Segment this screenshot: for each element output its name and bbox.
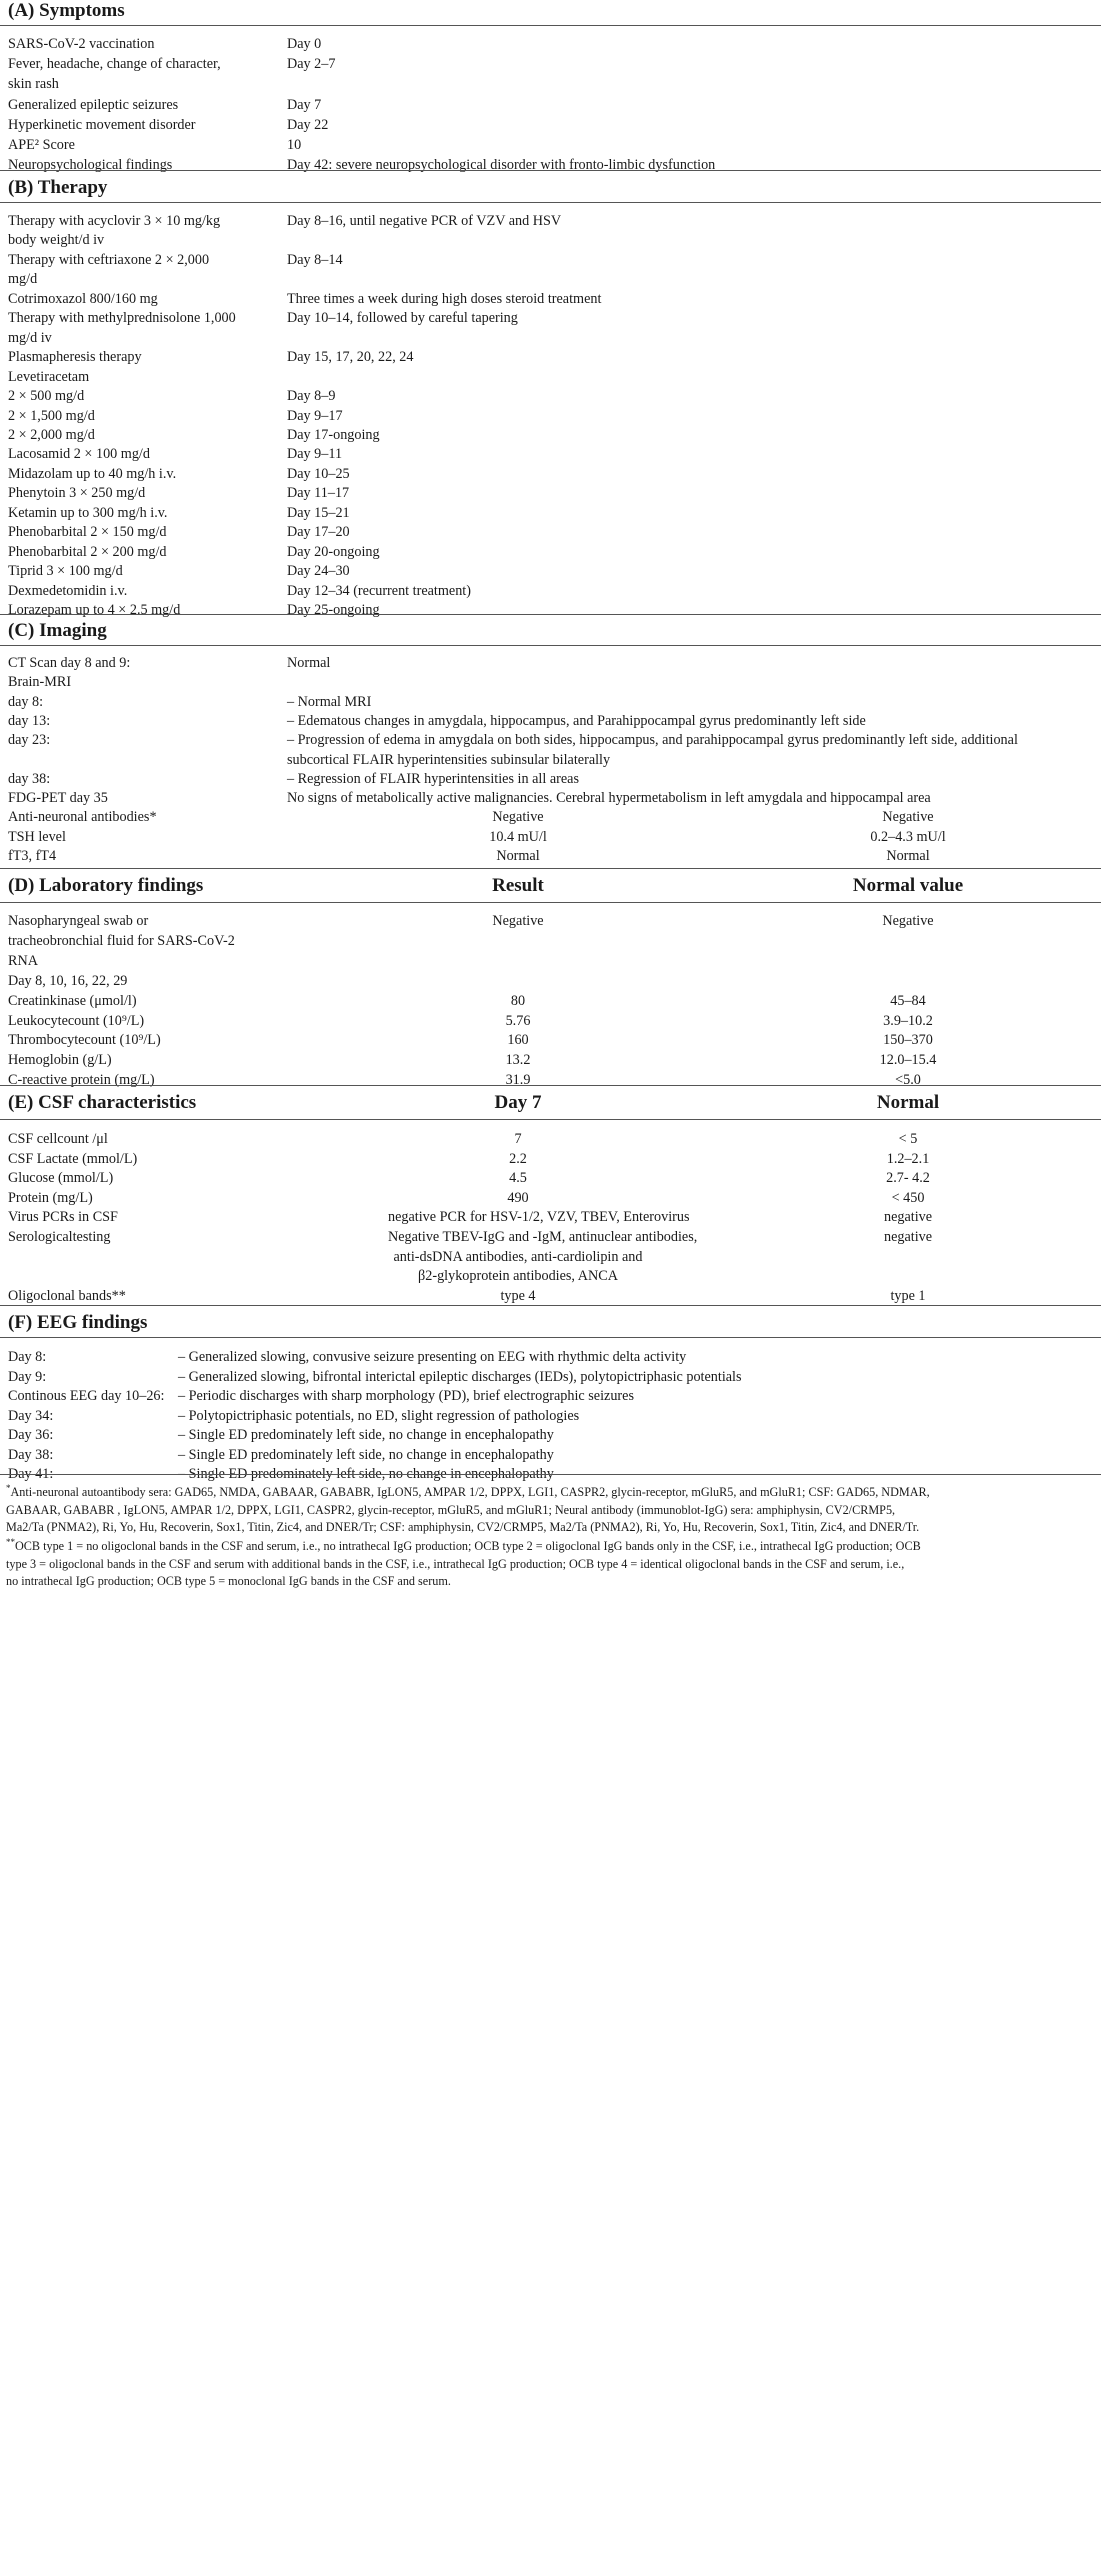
row-value: Day 17–20 [287, 524, 350, 541]
row-value: anti-dsDNA antibodies, anti-cardiolipin and [393, 1248, 643, 1265]
column-header-normal: Normal [876, 1092, 940, 1113]
row-value: – Normal MRI [287, 693, 372, 710]
row-label: Protein (mg/L) [8, 1189, 93, 1206]
row-value: Negative [492, 809, 544, 825]
table-row [8, 843, 1101, 869]
row-normal-value: Negative [882, 913, 934, 929]
row-label: Nasopharyngeal swab or [8, 913, 149, 929]
row-value: – Single ED predominately left side, no change in encephalopathy [178, 1446, 554, 1463]
row-label: Day 41: [8, 1466, 54, 1483]
row-label: Generalized epileptic seizures [8, 96, 179, 113]
row-normal-value: 1.2–2.1 [886, 1150, 930, 1167]
row-label: Continous EEG day 10–26: [8, 1388, 165, 1405]
row-label: Hyperkinetic movement disorder [8, 116, 196, 133]
row-normal-value: type 1 [890, 1287, 926, 1304]
column-header-result: Result [492, 875, 544, 896]
row-label: Thrombocytecount (10⁹/L) [8, 1032, 161, 1049]
row-normal-value: 150–370 [883, 1032, 933, 1049]
row-normal-value: 3.9–10.2 [883, 1012, 933, 1029]
row-label: Day 9: [8, 1368, 47, 1385]
row-value: Day 7 [287, 96, 322, 113]
row-value: 4.5 [509, 1170, 527, 1187]
row-value: Day 15, 17, 20, 22, 24 [287, 349, 414, 366]
row-value: Day 15–21 [287, 504, 350, 521]
row-label: Anti-neuronal antibodies* [8, 809, 157, 825]
row-normal-value: negative [883, 1209, 933, 1226]
row-label: tracheobronchial fluid for SARS-CoV-2 [8, 932, 235, 949]
footnote-line: type 3 = oligoclonal bands in the CSF and serum with additional bands in the CSF, i.e., intrathecal IgG production; OCB type 4 = identical oligoclonal bands in the CSF and serum, i.e., [6, 1556, 905, 1571]
row-label: Tiprid 3 × 100 mg/d [8, 563, 123, 580]
row-value: 2.2 [509, 1150, 527, 1167]
row-value: Day 8–14 [287, 251, 343, 268]
row-label: 2 × 1,500 mg/d [8, 407, 95, 424]
section-title-csf: (E) CSF characteristics [8, 1092, 197, 1113]
row-label: day 13: [8, 712, 51, 729]
row-label: day 8: [8, 693, 44, 710]
row-label: Day 8: [8, 1349, 47, 1365]
row-label: 2 × 500 mg/d [8, 388, 85, 405]
footnote-ocb [6, 1538, 1092, 1591]
row-normal-value: Normal [886, 848, 930, 865]
row-value: Day 9–11 [287, 446, 343, 463]
row-value: 160 [507, 1032, 529, 1049]
row-value: Day 8–16, until negative PCR of VZV and HSV [287, 213, 562, 229]
row-label: Phenobarbital 2 × 150 mg/d [8, 524, 167, 541]
row-value: Day 25-ongoing [287, 602, 380, 618]
row-normal-value: Negative [882, 809, 934, 825]
row-label: Levetiracetam [8, 368, 90, 385]
row-normal-value: <5.0 [895, 1072, 921, 1089]
row-label: Serologicaltesting [8, 1229, 111, 1245]
row-value: – Polytopictriphasic potentials, no ED, slight regression of pathologies [178, 1407, 580, 1424]
row-label: Day 8, 10, 16, 22, 29 [8, 972, 128, 989]
row-value: 80 [510, 992, 526, 1009]
row-label: CSF Lactate (mmol/L) [8, 1150, 138, 1167]
row-label: Dexmedetomidin i.v. [8, 582, 128, 599]
row-label: Therapy with acyclovir 3 × 10 mg/kg [8, 213, 221, 229]
footnote-line: Anti-neuronal autoantibody sera: GAD65, NMDA, GABAAR, GABABR, IgLON5, AMPAR 1/2, DPPX, LGI1, CASPR2, glycin-receptor, mGluR5, and mGluR1; CSF: GAD65, NDMAR, [10, 1485, 930, 1499]
divider [0, 1337, 1101, 1338]
row-value: 5.76 [505, 1012, 531, 1029]
row-value: Day 20-ongoing [287, 543, 380, 560]
row-value: – Single ED predominately left side, no change in encephalopathy [178, 1427, 554, 1444]
row-label: FDG-PET day 35 [8, 790, 108, 807]
row-label: mg/d iv [8, 329, 52, 346]
row-value: 31.9 [505, 1072, 531, 1089]
row-label: Phenytoin 3 × 250 mg/d [8, 485, 146, 502]
row-label: Creatinkinase (μmol/l) [8, 992, 137, 1009]
footnote-mark: * [6, 1482, 11, 1493]
row-label: Leukocytecount (10⁹/L) [8, 1012, 145, 1029]
divider [0, 614, 1101, 615]
divider [0, 1474, 1101, 1475]
row-value: – Edematous changes in amygdala, hippocampus, and Parahippocampal gyrus predominantly left side [287, 712, 866, 729]
divider [0, 902, 1101, 903]
row-label: TSH level [8, 828, 66, 845]
row-label: Therapy with ceftriaxone 2 × 2,000 [8, 251, 210, 268]
row-value: – Regression of FLAIR hyperintensities in all areas [287, 770, 579, 787]
row-label: Neuropsychological findings [8, 157, 173, 174]
row-value: Day 42: severe neuropsychological disorder with fronto-limbic dysfunction [287, 157, 716, 174]
divider [0, 1305, 1101, 1306]
row-value: Normal [287, 655, 331, 671]
table-row [8, 597, 1101, 623]
row-label: C-reactive protein (mg/L) [8, 1072, 155, 1089]
row-label: CT Scan day 8 and 9: [8, 655, 131, 671]
row-value: Day 9–17 [287, 407, 343, 424]
row-value: 10 [287, 137, 302, 153]
section-title-eeg: (F) EEG findings [8, 1312, 148, 1333]
row-value: – Periodic discharges with sharp morphology (PD), brief electrographic seizures [178, 1388, 634, 1405]
section-title-symptoms: (A) Symptoms [8, 0, 125, 21]
row-label: Glucose (mmol/L) [8, 1170, 114, 1187]
row-label: Hemoglobin (g/L) [8, 1052, 112, 1069]
row-label: day 23: [8, 732, 51, 749]
footnote-line: GABAAR, GABABR , IgLON5, AMPAR 1/2, DPPX, LGI1, CASPR2, glycin-receptor, mGluR5, and mGluR1; Neural antibody (immunoblot-IgG) sera: amphiphysin, CV2/CRMP5, [6, 1502, 896, 1517]
row-normal-value: < 450 [891, 1189, 925, 1206]
row-label: Brain-MRI [8, 674, 72, 691]
row-value: subcortical FLAIR hyperintensities subinsular bilaterally [287, 751, 611, 768]
row-value: Day 12–34 (recurrent treatment) [287, 582, 471, 599]
section-title-therapy: (B) Therapy [8, 177, 108, 198]
row-label: CSF cellcount /μl [8, 1131, 108, 1147]
row-value: type 4 [500, 1287, 536, 1304]
row-value: negative PCR for HSV-1/2, VZV, TBEV, Enterovirus [388, 1209, 690, 1226]
row-value: Day 8–9 [287, 388, 336, 405]
row-value: Day 10–14, followed by careful tapering [287, 310, 518, 327]
footnote-line: OCB type 1 = no oligoclonal bands in the CSF and serum, i.e., no intrathecal IgG production; OCB type 2 = oligoclonal IgG bands only in the CSF, i.e., intrathecal IgG production; OCB [15, 1539, 921, 1553]
row-value: 490 [507, 1189, 529, 1206]
section-title-laboratory: (D) Laboratory findings [8, 875, 204, 896]
row-label: SARS-CoV-2 vaccination [8, 36, 155, 52]
row-value: Day 17-ongoing [287, 426, 380, 443]
divider [0, 25, 1101, 26]
divider [0, 1085, 1101, 1086]
divider [0, 170, 1101, 171]
row-value: 7 [514, 1131, 522, 1147]
row-normal-value: 0.2–4.3 mU/l [870, 828, 946, 845]
footnote-line: no intrathecal IgG production; OCB type 5 = monoclonal IgG bands in the CSF and serum. [6, 1574, 451, 1589]
row-label: fT3, fT4 [8, 848, 57, 865]
row-value: Day 10–25 [287, 465, 350, 482]
row-value: Three times a week during high doses steroid treatment [287, 290, 602, 307]
row-label: Oligoclonal bands** [8, 1287, 126, 1304]
row-value: – Generalized slowing, convusive seizure presenting on EEG with rhythmic delta activity [178, 1349, 687, 1365]
column-header-day-7: Day 7 [494, 1092, 542, 1113]
row-value: No signs of metabolically active malignancies. Cerebral hypermetabolism in left amygdala and hippocampal area [287, 790, 931, 807]
row-label: Lacosamid 2 × 100 mg/d [8, 446, 150, 463]
row-value: 13.2 [505, 1052, 531, 1069]
footnote-antibodies [6, 1484, 1092, 1537]
divider [0, 868, 1101, 869]
row-label: Day 34: [8, 1407, 54, 1424]
row-label: Lorazepam up to 4 × 2.5 mg/d [8, 602, 181, 618]
row-label: Therapy with methylprednisolone 1,000 [8, 310, 236, 327]
row-label: Plasmapheresis therapy [8, 349, 142, 366]
row-label: Virus PCRs in CSF [8, 1209, 118, 1226]
row-value: Day 2–7 [287, 56, 336, 73]
row-normal-value: negative [883, 1229, 933, 1245]
row-normal-value: 12.0–15.4 [879, 1052, 937, 1069]
row-label: APE² Score [8, 137, 75, 153]
row-value: – Single ED predominately left side, no change in encephalopathy [178, 1466, 554, 1483]
row-label: Midazolam up to 40 mg/h i.v. [8, 465, 177, 482]
row-value: Negative TBEV-IgG and -IgM, antinuclear antibodies, [388, 1229, 698, 1245]
row-value: Day 0 [287, 36, 322, 52]
row-value: Normal [496, 848, 540, 865]
row-label: body weight/d iv [8, 232, 105, 249]
row-label: Fever, headache, change of character, [8, 56, 221, 73]
row-value: Day 22 [287, 116, 329, 133]
footnote-line: Ma2/Ta (PNMA2), Ri, Yo, Hu, Recoverin, Sox1, Titin, Zic4, and DNER/Tr; CSF: amphiphysin, CV2/CRMP5, Ma2/Ta (PNMA2), Ri, Yo, Hu, Recoverin, Sox1, Titin, Zic4, and DNER/Tr. [6, 1520, 920, 1535]
row-normal-value: 45–84 [890, 992, 926, 1009]
row-label: Day 36: [8, 1427, 54, 1444]
table-row [8, 1067, 1101, 1093]
section-title-imaging: (C) Imaging [8, 620, 107, 641]
row-label: mg/d [8, 271, 38, 288]
row-label: Cotrimoxazol 800/160 mg [8, 290, 158, 307]
footnote-mark: ** [6, 1536, 15, 1547]
row-value: Day 11–17 [287, 485, 350, 502]
row-value: Negative [492, 913, 544, 929]
divider [0, 645, 1101, 646]
row-label: RNA [8, 952, 38, 969]
table-row [8, 152, 1101, 178]
row-value: β2-glykoprotein antibodies, ANCA [418, 1268, 618, 1285]
row-label: skin rash [8, 76, 59, 93]
column-header-normal-value: Normal value [852, 875, 964, 896]
row-label: day 38: [8, 770, 51, 787]
row-normal-value: 2.7- 4.2 [886, 1170, 930, 1187]
row-value: Day 24–30 [287, 563, 350, 580]
row-value: – Generalized slowing, bifrontal interictal epileptic discharges (IEDs), polytopictriphasic potentials [178, 1368, 742, 1385]
row-label: Ketamin up to 300 mg/h i.v. [8, 504, 168, 521]
row-label: Day 38: [8, 1446, 54, 1463]
row-normal-value: < 5 [898, 1131, 918, 1147]
divider [0, 1119, 1101, 1120]
row-value: – Progression of edema in amygdala on both sides, hippocampus, and parahippocampal gyrus predominantly left side, additional [287, 732, 1018, 749]
row-label: 2 × 2,000 mg/d [8, 426, 95, 443]
row-label: Phenobarbital 2 × 200 mg/d [8, 543, 167, 560]
divider [0, 202, 1101, 203]
row-value: 10.4 mU/l [489, 828, 547, 845]
